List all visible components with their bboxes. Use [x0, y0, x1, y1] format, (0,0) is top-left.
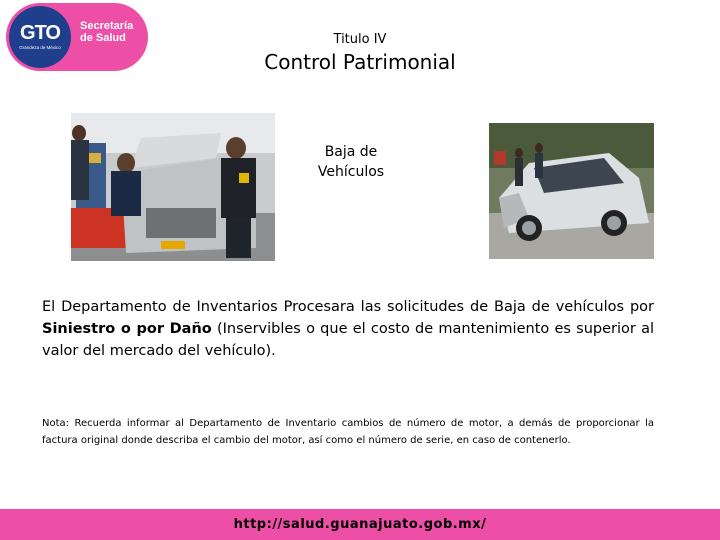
gto-logo-text: GTO [20, 22, 60, 45]
description-bold-reason: Siniestro o por Daño [42, 321, 212, 337]
footer-bar [0, 509, 720, 540]
note-paragraph: Nota: Recuerda informar al Departamento de Inventario cambios de número de motor, a demás de proporcionar la factura original donde describa el cambio del motor, así como el número de serie, en caso de contenerlo. [42, 418, 654, 446]
slide-title: Control Patrimonial [264, 50, 456, 74]
slide-subtitle: Titulo IV [333, 32, 387, 47]
gto-logo-subtitle: Grandeza de México [19, 45, 61, 51]
description-text-part-2: (Inservibles o que el costo de mantenimiento es superior al valor del mercado del vehículo). [42, 321, 654, 359]
logo-line-1: Secretaría [80, 20, 134, 32]
description-paragraph [42, 296, 654, 362]
caption-line-1: Baja de [324, 144, 378, 160]
caption-line-2: Vehículos [317, 164, 385, 180]
mechanics-repairing-car-photo [71, 113, 275, 261]
footer-url-link[interactable]: http://salud.guanajuato.gob.mx/ [233, 517, 487, 532]
photo-caption [306, 142, 396, 182]
description-text-part-1: El Departamento de Inventarios Procesara las solicitudes de Baja de vehículos por [42, 299, 654, 315]
logo-line-2: de Salud [80, 32, 126, 44]
damaged-silver-car-photo [489, 123, 654, 259]
